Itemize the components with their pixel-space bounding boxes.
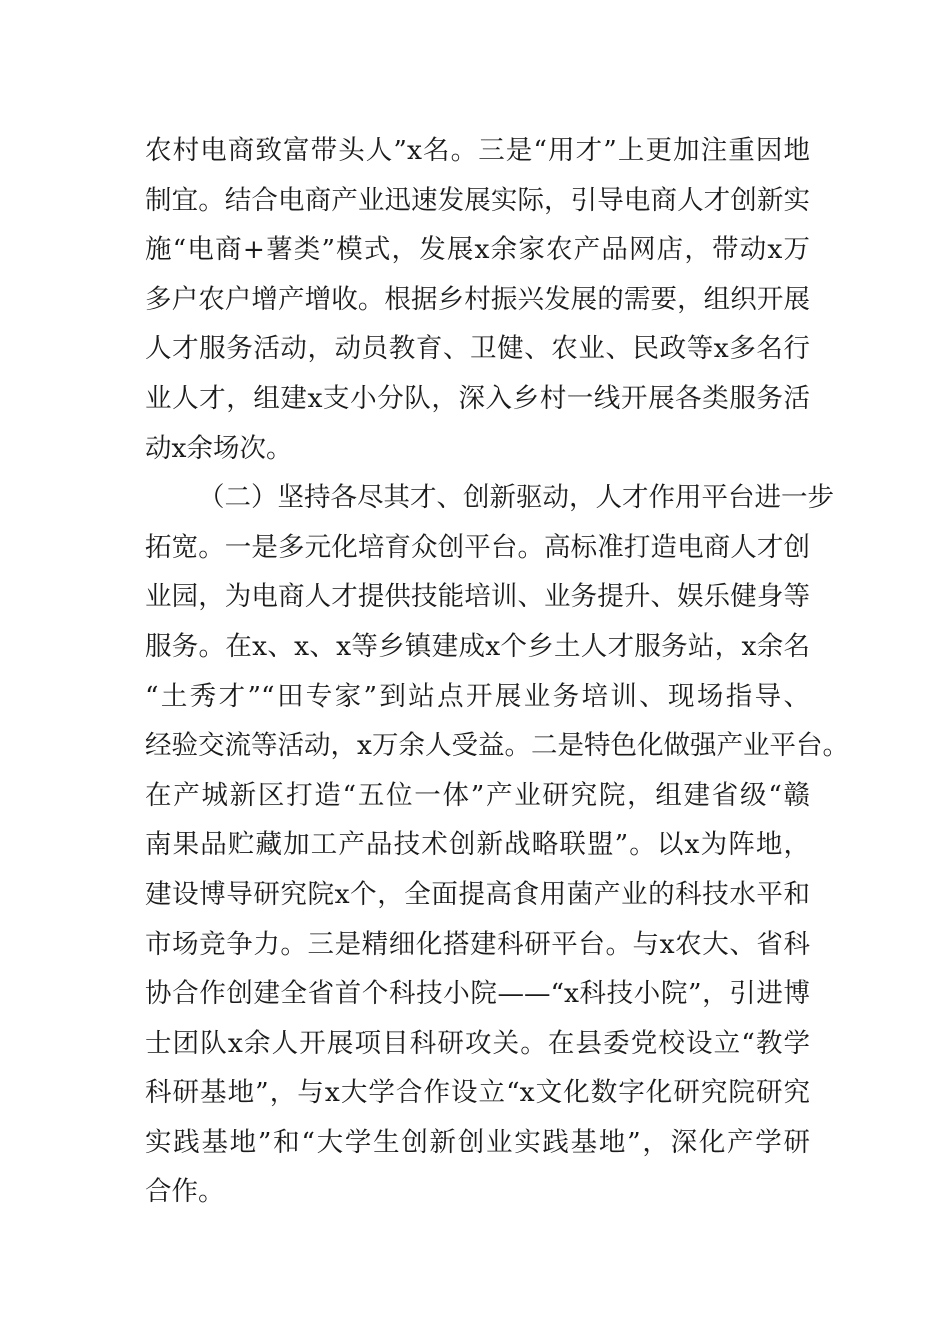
text-line: 施“电商+薯类”模式，发展x余家农产品网店，带动x万	[145, 234, 810, 266]
text-line: 动x余场次。	[145, 432, 293, 464]
text-line: 南果品贮藏加工产品技术创新战略联盟”。以x为阵地，	[145, 829, 810, 861]
text-line: 服务。在x、x、x等乡镇建成x个乡土人才服务站，x余名	[145, 630, 810, 662]
text-line: 市场竞争力。三是精细化搭建科研平台。与x农大、省科	[145, 928, 810, 960]
text-line: 科研基地”，与x大学合作设立“x文化数字化研究院研究	[145, 1077, 810, 1109]
text-line: 建设博导研究院x个，全面提高食用菌产业的科技水平和	[145, 878, 810, 910]
text-line: 业园，为电商人才提供技能培训、业务提升、娱乐健身等	[145, 581, 810, 613]
text-line: 业人才，组建x支小分队，深入乡村一线开展各类服务活	[145, 382, 810, 414]
paragraph-heading-line: （二）坚持各尽其才、创新驱动，人才作用平台进一步	[198, 482, 834, 514]
text-line: 在产城新区打造“五位一体”产业研究院，组建省级“赣	[145, 779, 810, 811]
text-line: 协合作创建全省首个科技小院——“x科技小院”，引进博	[145, 978, 810, 1010]
body-text	[145, 126, 849, 1217]
text-line: 实践基地”和“大学生创新创业实践基地”，深化产学研	[145, 1126, 810, 1158]
text-line: 制宜。结合电商产业迅速发展实际，引导电商人才创新实	[145, 184, 810, 216]
text-line: 人才服务活动，动员教育、卫健、农业、民政等x多名行	[145, 333, 810, 365]
text-line: 多户农户增产增收。根据乡村振兴发展的需要，组织开展	[145, 283, 810, 315]
text-line: 农村电商致富带头人”x名。三是“用才”上更加注重因地	[145, 135, 810, 166]
text-line: “土秀才”“田专家”到站点开展业务培训、现场指导、	[145, 680, 810, 712]
text-line: 拓宽。一是多元化培育众创平台。高标准打造电商人才创	[145, 531, 810, 563]
text-line: 合作。	[145, 1176, 225, 1208]
text-line: 经验交流等活动，x万余人受益。二是特色化做强产业平台。	[145, 730, 849, 762]
text-line: 士团队x余人开展项目科研攻关。在县委党校设立“教学	[145, 1027, 810, 1059]
